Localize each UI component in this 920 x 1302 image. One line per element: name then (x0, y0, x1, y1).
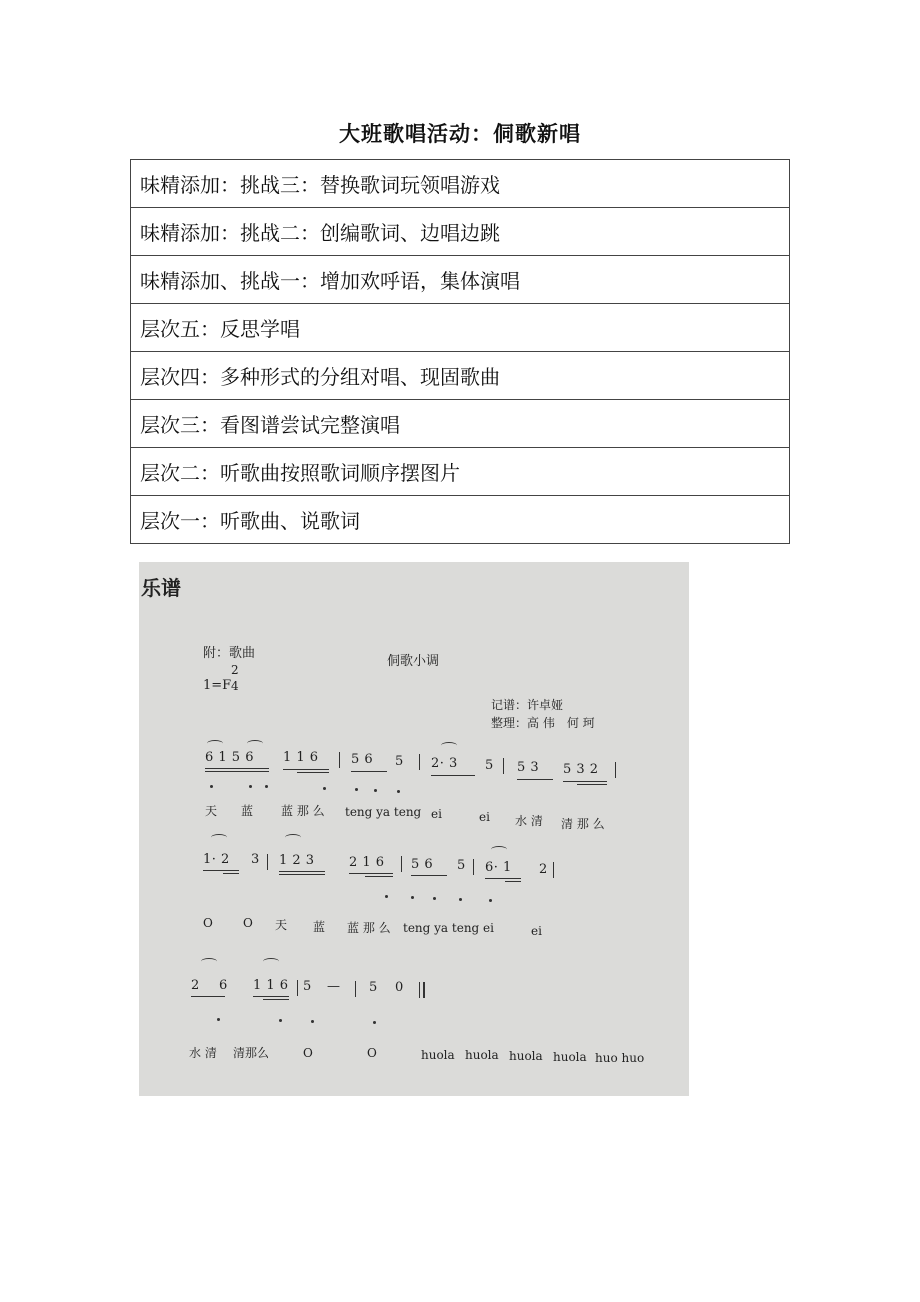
table-row (131, 208, 790, 256)
beam-line (253, 996, 289, 997)
lyric: huola (421, 1048, 455, 1062)
slur-mark (441, 742, 457, 749)
time-signature-bottom: 4 (231, 679, 239, 693)
octave-dot (210, 785, 213, 788)
octave-dot (217, 1018, 220, 1021)
bar-line (267, 854, 268, 870)
octave-dot (374, 789, 377, 792)
beam-line (351, 771, 387, 772)
lyric: O (367, 1046, 377, 1060)
slur-mark (491, 846, 507, 853)
arranger-credit: 整理：高 伟 何 珂 (491, 716, 595, 730)
note-group: 2 (191, 978, 200, 993)
bar-line (419, 982, 420, 998)
octave-dot (279, 1019, 282, 1022)
lyric: huola (553, 1050, 587, 1064)
lyric: huola (509, 1049, 543, 1063)
beam-line (349, 873, 393, 874)
lyric: teng ya teng ei (403, 921, 494, 935)
bar-line (297, 980, 298, 996)
lyric: ei (531, 924, 542, 938)
score-heading: 乐谱 (141, 576, 181, 600)
beam-line (431, 775, 475, 776)
beam-line (191, 996, 225, 997)
beam-line (411, 875, 447, 876)
table-row (131, 448, 790, 496)
beam-line (283, 769, 329, 770)
octave-dot (433, 897, 436, 900)
slur-mark (263, 958, 279, 965)
bar-line (401, 856, 402, 872)
octave-dot (355, 788, 358, 791)
key-signature: 1=F (203, 678, 232, 693)
note-group: 5 (457, 858, 466, 873)
bar-line (503, 758, 504, 774)
octave-dot (311, 1020, 314, 1023)
note-group: 5 6 (351, 752, 374, 767)
step-cell: 味精添加、挑战一：增加欢呼语，集体演唱 (131, 256, 790, 304)
attached-song-label: 附：歌曲 (203, 646, 256, 661)
table-row (131, 160, 790, 208)
lyric: huola (465, 1048, 499, 1062)
bar-line (355, 981, 356, 997)
note-group: 1 2 3 (279, 853, 315, 868)
lyric: 水 清 (515, 814, 543, 828)
slur-mark (207, 740, 223, 747)
octave-dot (489, 899, 492, 902)
lyric: teng ya teng (345, 805, 422, 819)
note-group: 5 (485, 758, 494, 773)
note-group: 5 (395, 754, 404, 769)
step-cell: 味精添加：挑战三：替换歌词玩领唱游戏 (131, 160, 790, 208)
lyric: O (243, 916, 253, 930)
song-title: 侗歌小调 (387, 654, 440, 669)
beam-line (223, 873, 239, 874)
table-row (131, 400, 790, 448)
step-cell: 层次三：看图谱尝试完整演唱 (131, 400, 790, 448)
document-title: 大班歌唱活动：侗歌新唱 (339, 121, 581, 146)
note-group: 1· 2 (203, 852, 230, 867)
bar-line (419, 754, 420, 770)
beam-line (365, 876, 393, 877)
note-group: 2· 3 (431, 756, 458, 771)
beam-line (205, 768, 269, 769)
note-group: 1 1 6 (253, 978, 289, 993)
note-group: 6 1 5 6 (205, 750, 254, 765)
step-cell: 层次四：多种形式的分组对唱、现固歌曲 (131, 352, 790, 400)
step-cell: 层次二：听歌曲按照歌词顺序摆图片 (131, 448, 790, 496)
octave-dot (323, 787, 326, 790)
slur-mark (201, 958, 217, 965)
table-row (131, 304, 790, 352)
step-cell: 层次一：听歌曲、说歌词 (131, 496, 790, 544)
slur-mark (211, 834, 227, 841)
lyric: ei (479, 810, 490, 824)
lyric: 蓝 (313, 920, 326, 934)
octave-dot (459, 898, 462, 901)
table-row (131, 256, 790, 304)
beam-line (263, 999, 289, 1000)
lyric: 水 清 (189, 1046, 217, 1060)
note-group: 2 1 6 (349, 855, 385, 870)
lyric: 蓝 (241, 804, 254, 818)
note-group: 5 3 (517, 760, 540, 775)
end-bar-line (423, 982, 425, 998)
octave-dot (373, 1021, 376, 1024)
lyric: ei (431, 807, 442, 821)
music-score-photo (139, 562, 689, 1096)
step-cell: 味精添加：挑战二：创编歌词、边唱边跳 (131, 208, 790, 256)
bar-line (553, 862, 554, 878)
activity-steps-table (130, 159, 790, 544)
slur-mark (247, 740, 263, 747)
octave-dot (265, 785, 268, 788)
table-row (131, 352, 790, 400)
time-signature-top: 2 (231, 663, 239, 677)
beam-line (563, 781, 607, 782)
note-group: — (327, 979, 341, 994)
step-cell: 层次五：反思学唱 (131, 304, 790, 352)
beam-line (279, 871, 325, 872)
lyric: 天 (205, 804, 218, 818)
beam-line (577, 784, 607, 785)
octave-dot (411, 896, 414, 899)
lyric: O (303, 1046, 313, 1060)
beam-line (279, 874, 325, 875)
note-group: 3 (251, 852, 260, 867)
lyric: 清那么 (233, 1046, 270, 1060)
lyric: 蓝 那 么 (347, 921, 391, 935)
octave-dot (385, 895, 388, 898)
lyric: 天 (275, 918, 288, 932)
beam-line (517, 779, 553, 780)
note-group: 2 (539, 862, 548, 877)
bar-line (339, 752, 340, 768)
bar-line (615, 762, 616, 778)
beam-line (297, 772, 329, 773)
octave-dot (249, 785, 252, 788)
lyric: 蓝 那 么 (281, 804, 325, 818)
note-group: 5 (303, 979, 312, 994)
note-group: 5 (369, 980, 378, 995)
table-row (131, 496, 790, 544)
note-group: 1 1 6 (283, 750, 319, 765)
note-group: 6· 1 (485, 860, 512, 875)
note-group: 0 (395, 980, 404, 995)
beam-line (203, 870, 239, 871)
octave-dot (397, 790, 400, 793)
lyric: 清 那 么 (561, 817, 605, 831)
bar-line (473, 859, 474, 875)
beam-line (485, 878, 521, 879)
note-group: 5 3 2 (563, 762, 599, 777)
beam-line (205, 771, 269, 772)
note-group: 6 (219, 978, 228, 993)
beam-line (505, 881, 521, 882)
note-group: 5 6 (411, 857, 434, 872)
transcriber-credit: 记谱：许卓娅 (491, 698, 564, 712)
lyric: huo huo (595, 1051, 645, 1065)
lyric: O (203, 916, 213, 930)
slur-mark (285, 834, 301, 841)
